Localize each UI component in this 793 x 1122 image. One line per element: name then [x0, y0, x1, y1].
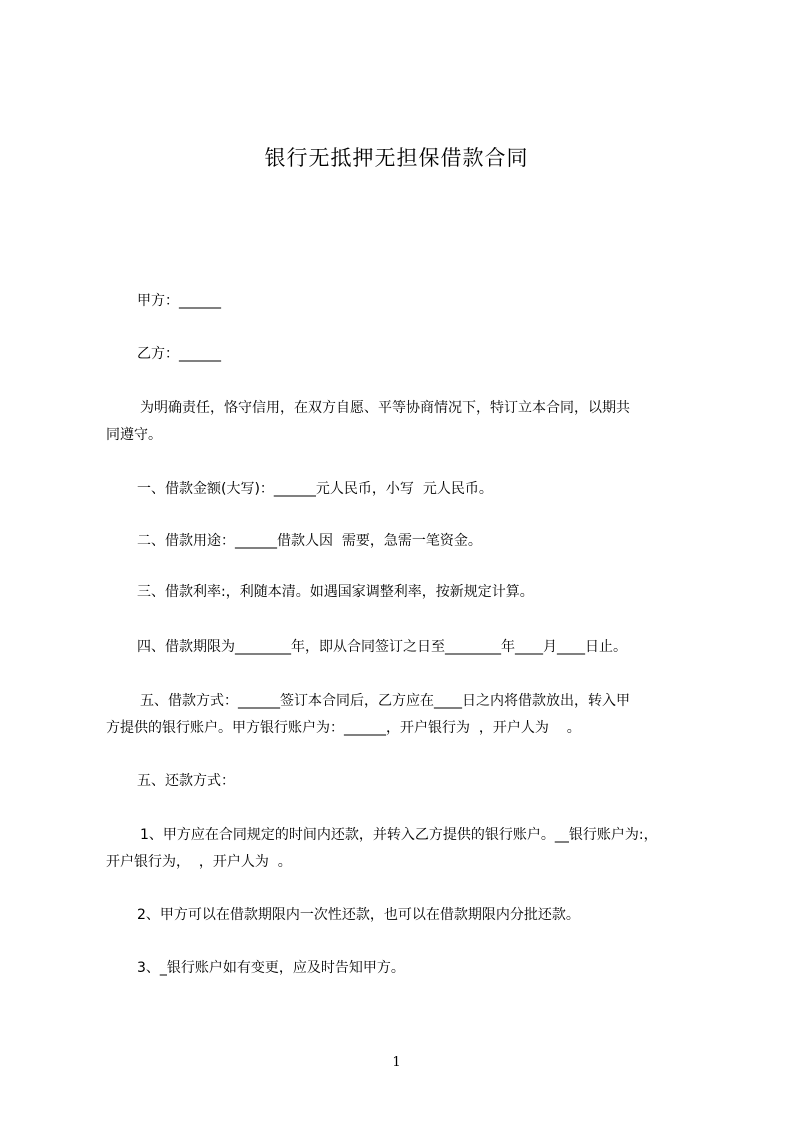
preamble-line-2: 同遵守。: [106, 427, 162, 443]
clause-loan-term: 四、借款期限为________年，即从合同签订之日至________年____月____日止。: [137, 639, 627, 655]
clause-loan-method-line-2: 方提供的银行账户。甲方银行账户为：______，开户银行为 ，开户人为 。: [106, 720, 581, 736]
repayment-item-1-line-1: 1、甲方应在合同规定的时间内还款，并转入乙方提供的银行账户。__银行账户为:，: [140, 827, 658, 843]
party-b-line: 乙方：______: [137, 346, 221, 362]
clause-loan-amount: 一、借款金额(大写)：______元人民币，小写 元人民币。: [137, 481, 493, 497]
repayment-heading: 五、还款方式：: [137, 773, 235, 789]
clause-loan-purpose: 二、借款用途：______借款人因 需要，急需一笔资金。: [137, 533, 482, 549]
repayment-item-2: 2、甲方可以在借款期限内一次性还款，也可以在借款期限内分批还款。: [137, 907, 580, 923]
preamble-line-1: 为明确责任，恪守信用，在双方自愿、平等协商情况下，特订立本合同，以期共: [140, 400, 630, 416]
document-title: 银行无抵押无担保借款合同: [264, 146, 529, 170]
repayment-item-3: 3、_银行账户如有变更，应及时告知甲方。: [137, 960, 405, 976]
page-number: 1: [392, 1055, 401, 1070]
clause-interest-rate: 三、借款利率:，利随本清。如遇国家调整利率，按新规定计算。: [137, 584, 534, 600]
clause-loan-method-line-1: 五、借款方式：______签订本合同后，乙方应在____日之内将借款放出，转入甲: [140, 693, 630, 709]
repayment-item-1-line-2: 开户银行为， ，开户人为 。: [106, 854, 292, 870]
party-a-line: 甲方：______: [137, 293, 221, 309]
